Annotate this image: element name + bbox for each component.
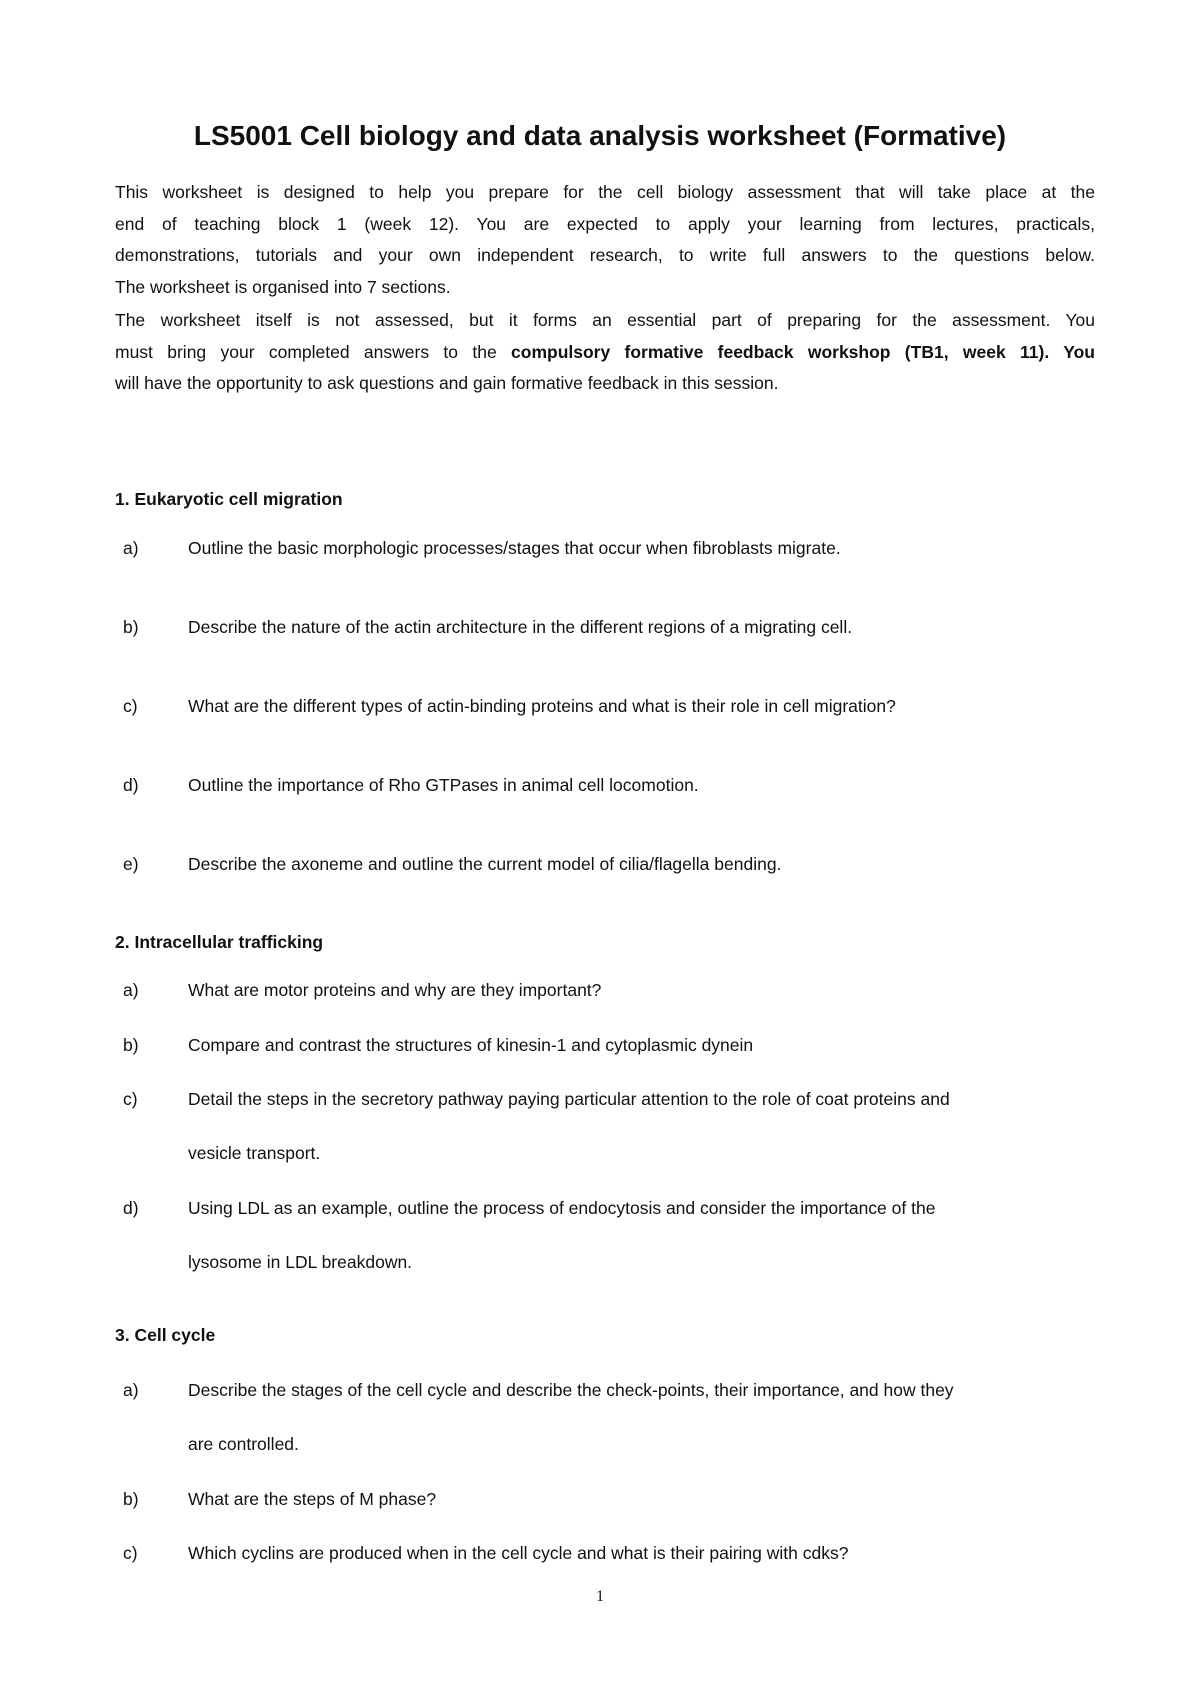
question-letter: d) bbox=[123, 1198, 139, 1218]
question-text: What are the different types of actin-binding proteins and what is their role in cell migration? bbox=[188, 696, 896, 716]
question-letter: c) bbox=[123, 696, 138, 716]
question-text: What are the steps of M phase? bbox=[188, 1489, 437, 1509]
question-text: Describe the nature of the actin architecture in the different regions of a migrating cell. bbox=[188, 617, 853, 637]
question bbox=[115, 693, 1115, 719]
question-text: Outline the importance of Rho GTPases in animal cell locomotion. bbox=[188, 775, 699, 795]
question bbox=[115, 614, 1115, 640]
question-letter: b) bbox=[123, 1035, 139, 1055]
question bbox=[115, 977, 1115, 1003]
question-text: Using LDL as an example, outline the process of endocytosis and consider the importance of the bbox=[188, 1198, 936, 1218]
question-text: Compare and contrast the structures of kinesin-1 and cytoplasmic dynein bbox=[188, 1035, 754, 1055]
question bbox=[115, 851, 1115, 877]
intro-paragraph-2 bbox=[115, 305, 1095, 400]
page-number: 1 bbox=[596, 1588, 604, 1605]
question bbox=[115, 1377, 1115, 1457]
section-heading: 3. Cell cycle bbox=[115, 1325, 216, 1345]
question-letter: e) bbox=[123, 854, 139, 874]
intro-line: The worksheet itself is not assessed, but it forms an essential part of preparing for the assessment. You bbox=[115, 310, 1095, 330]
question-letter: a) bbox=[123, 980, 139, 1000]
section-heading: 2. Intracellular trafficking bbox=[115, 932, 324, 952]
intro-line: The worksheet is organised into 7 sections. bbox=[115, 276, 451, 297]
question-text-continued: are controlled. bbox=[188, 1434, 299, 1454]
intro-line: demonstrations, tutorials and your own independent research, to write full answers to the questions below. bbox=[115, 245, 1095, 265]
question-letter: c) bbox=[123, 1543, 138, 1563]
page-title: LS5001 Cell biology and data analysis worksheet (Formative) bbox=[193, 120, 1007, 151]
question-text: Describe the axoneme and outline the current model of cilia/flagella bending. bbox=[188, 854, 782, 874]
question-letter: d) bbox=[123, 775, 139, 795]
question bbox=[115, 1540, 1115, 1566]
question bbox=[115, 1032, 1115, 1058]
question-text: Detail the steps in the secretory pathway paying particular attention to the role of coat proteins and bbox=[188, 1089, 950, 1109]
question bbox=[115, 535, 1115, 561]
question-letter: b) bbox=[123, 1489, 139, 1509]
intro-line bbox=[115, 337, 1095, 369]
question-text-continued: vesicle transport. bbox=[188, 1143, 321, 1163]
question-text: Describe the stages of the cell cycle and describe the check-points, their importance, and how they bbox=[188, 1380, 954, 1400]
question-letter: a) bbox=[123, 538, 139, 558]
intro-line: will have the opportunity to ask questions and gain formative feedback in this session. bbox=[115, 373, 779, 393]
question-text-continued: lysosome in LDL breakdown. bbox=[188, 1252, 413, 1272]
question-text: Which cyclins are produced when in the cell cycle and what is their pairing with cdks? bbox=[188, 1543, 849, 1563]
intro-line: This worksheet is designed to help you prepare for the cell biology assessment that will take place at the bbox=[115, 182, 1095, 202]
question-text: Outline the basic morphologic processes/stages that occur when fibroblasts migrate. bbox=[188, 538, 841, 558]
question bbox=[115, 772, 1115, 798]
question-letter: b) bbox=[123, 617, 139, 637]
question-letter: a) bbox=[123, 1380, 139, 1400]
question-letter: c) bbox=[123, 1089, 138, 1109]
intro-text: must bring your completed answers to the bbox=[115, 341, 512, 362]
question bbox=[115, 1086, 1115, 1166]
intro-paragraph-1 bbox=[115, 177, 1095, 303]
workshop-emphasis: compulsory formative feedback workshop (TB1, week 11) bbox=[511, 341, 1045, 362]
section-heading: 1. Eukaryotic cell migration bbox=[115, 489, 343, 509]
question bbox=[115, 1195, 1115, 1275]
question bbox=[115, 1486, 1115, 1512]
intro-line: end of teaching block 1 (week 12). You are expected to apply your learning from lectures, practicals, bbox=[115, 213, 1095, 234]
intro-text: . You bbox=[1044, 341, 1095, 362]
question-text: What are motor proteins and why are they important? bbox=[188, 980, 602, 1000]
